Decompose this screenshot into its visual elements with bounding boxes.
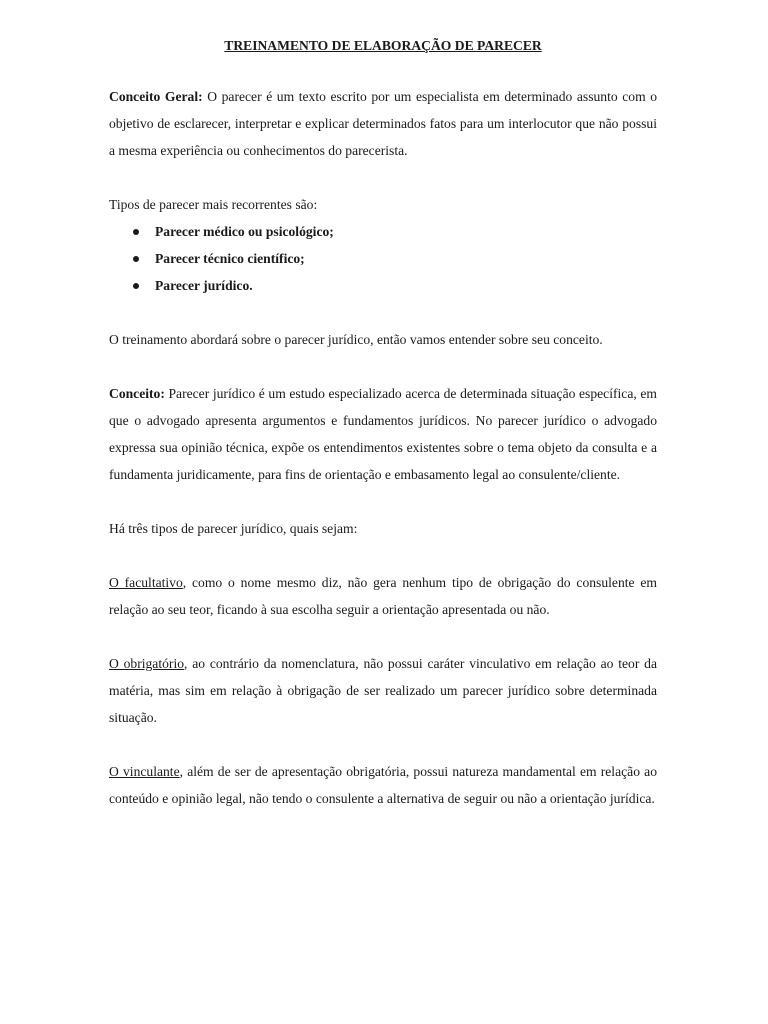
facultativo-term: O facultativo [109,575,183,590]
list-item-text: Parecer jurídico. [155,278,253,293]
types-list [109,218,657,299]
vinculante-paragraph [109,758,657,812]
bullet-icon [133,283,139,289]
obrigatorio-paragraph [109,650,657,731]
bullet-icon [133,256,139,262]
document-page [109,36,657,839]
concept-label: Conceito: [109,386,165,401]
concept-text: Parecer jurídico é um estudo especializado acerca de determinada situação específica, em que o advogado apresenta argumentos e fundamentos jurídicos. No parecer jurídico o advogado expressa sua opinião técnica, expõe os entendimentos existentes sobre o tema objeto da consulta e a fundamenta juridicamente, para fins de orientação e embasamento legal ao consulente/cliente. [109,386,657,482]
facultativo-paragraph [109,569,657,623]
facultativo-text: , como o nome mesmo diz, não gera nenhum tipo de obrigação do consulente em relação ao seu teor, ficando à sua escolha seguir a orientação apresentada ou não. [109,575,657,617]
vinculante-text: , além de ser de apresentação obrigatória, possui natureza mandamental em relação ao conteúdo e opinião legal, não tendo o consulente a alternativa de seguir ou não a orientação jurídica. [109,764,657,806]
bullet-icon [133,229,139,235]
three-types-intro: Há três tipos de parecer jurídico, quais sejam: [109,521,358,536]
list-item-text: Parecer técnico científico; [155,251,305,266]
types-intro: Tipos de parecer mais recorrentes são: [109,197,318,212]
list-item [109,245,657,272]
list-item-text: Parecer médico ou psicológico; [155,224,334,239]
document-title: TREINAMENTO DE ELABORAÇÃO DE PARECER [224,38,542,53]
concept-general-label: Conceito Geral: [109,89,203,104]
vinculante-term: O vinculante [109,764,180,779]
list-item [109,218,657,245]
training-paragraph: O treinamento abordará sobre o parecer jurídico, então vamos entender sobre seu conceito. [109,332,603,347]
list-item [109,272,657,299]
obrigatorio-text: , ao contrário da nomenclatura, não possui caráter vinculativo em relação ao teor da matéria, mas sim em relação à obrigação de ser realizado um parecer jurídico sobre determinada situação. [109,656,657,725]
concept-general-paragraph [109,83,657,164]
concept-general-text: O parecer é um texto escrito por um especialista em determinado assunto com o objetivo de esclarecer, interpretar e explicar determinados fatos para um interlocutor que não possui a mesma experiência ou conhecimentos do parecerista. [109,89,658,158]
concept-paragraph [109,380,657,488]
obrigatorio-term: O obrigatório [109,656,185,671]
